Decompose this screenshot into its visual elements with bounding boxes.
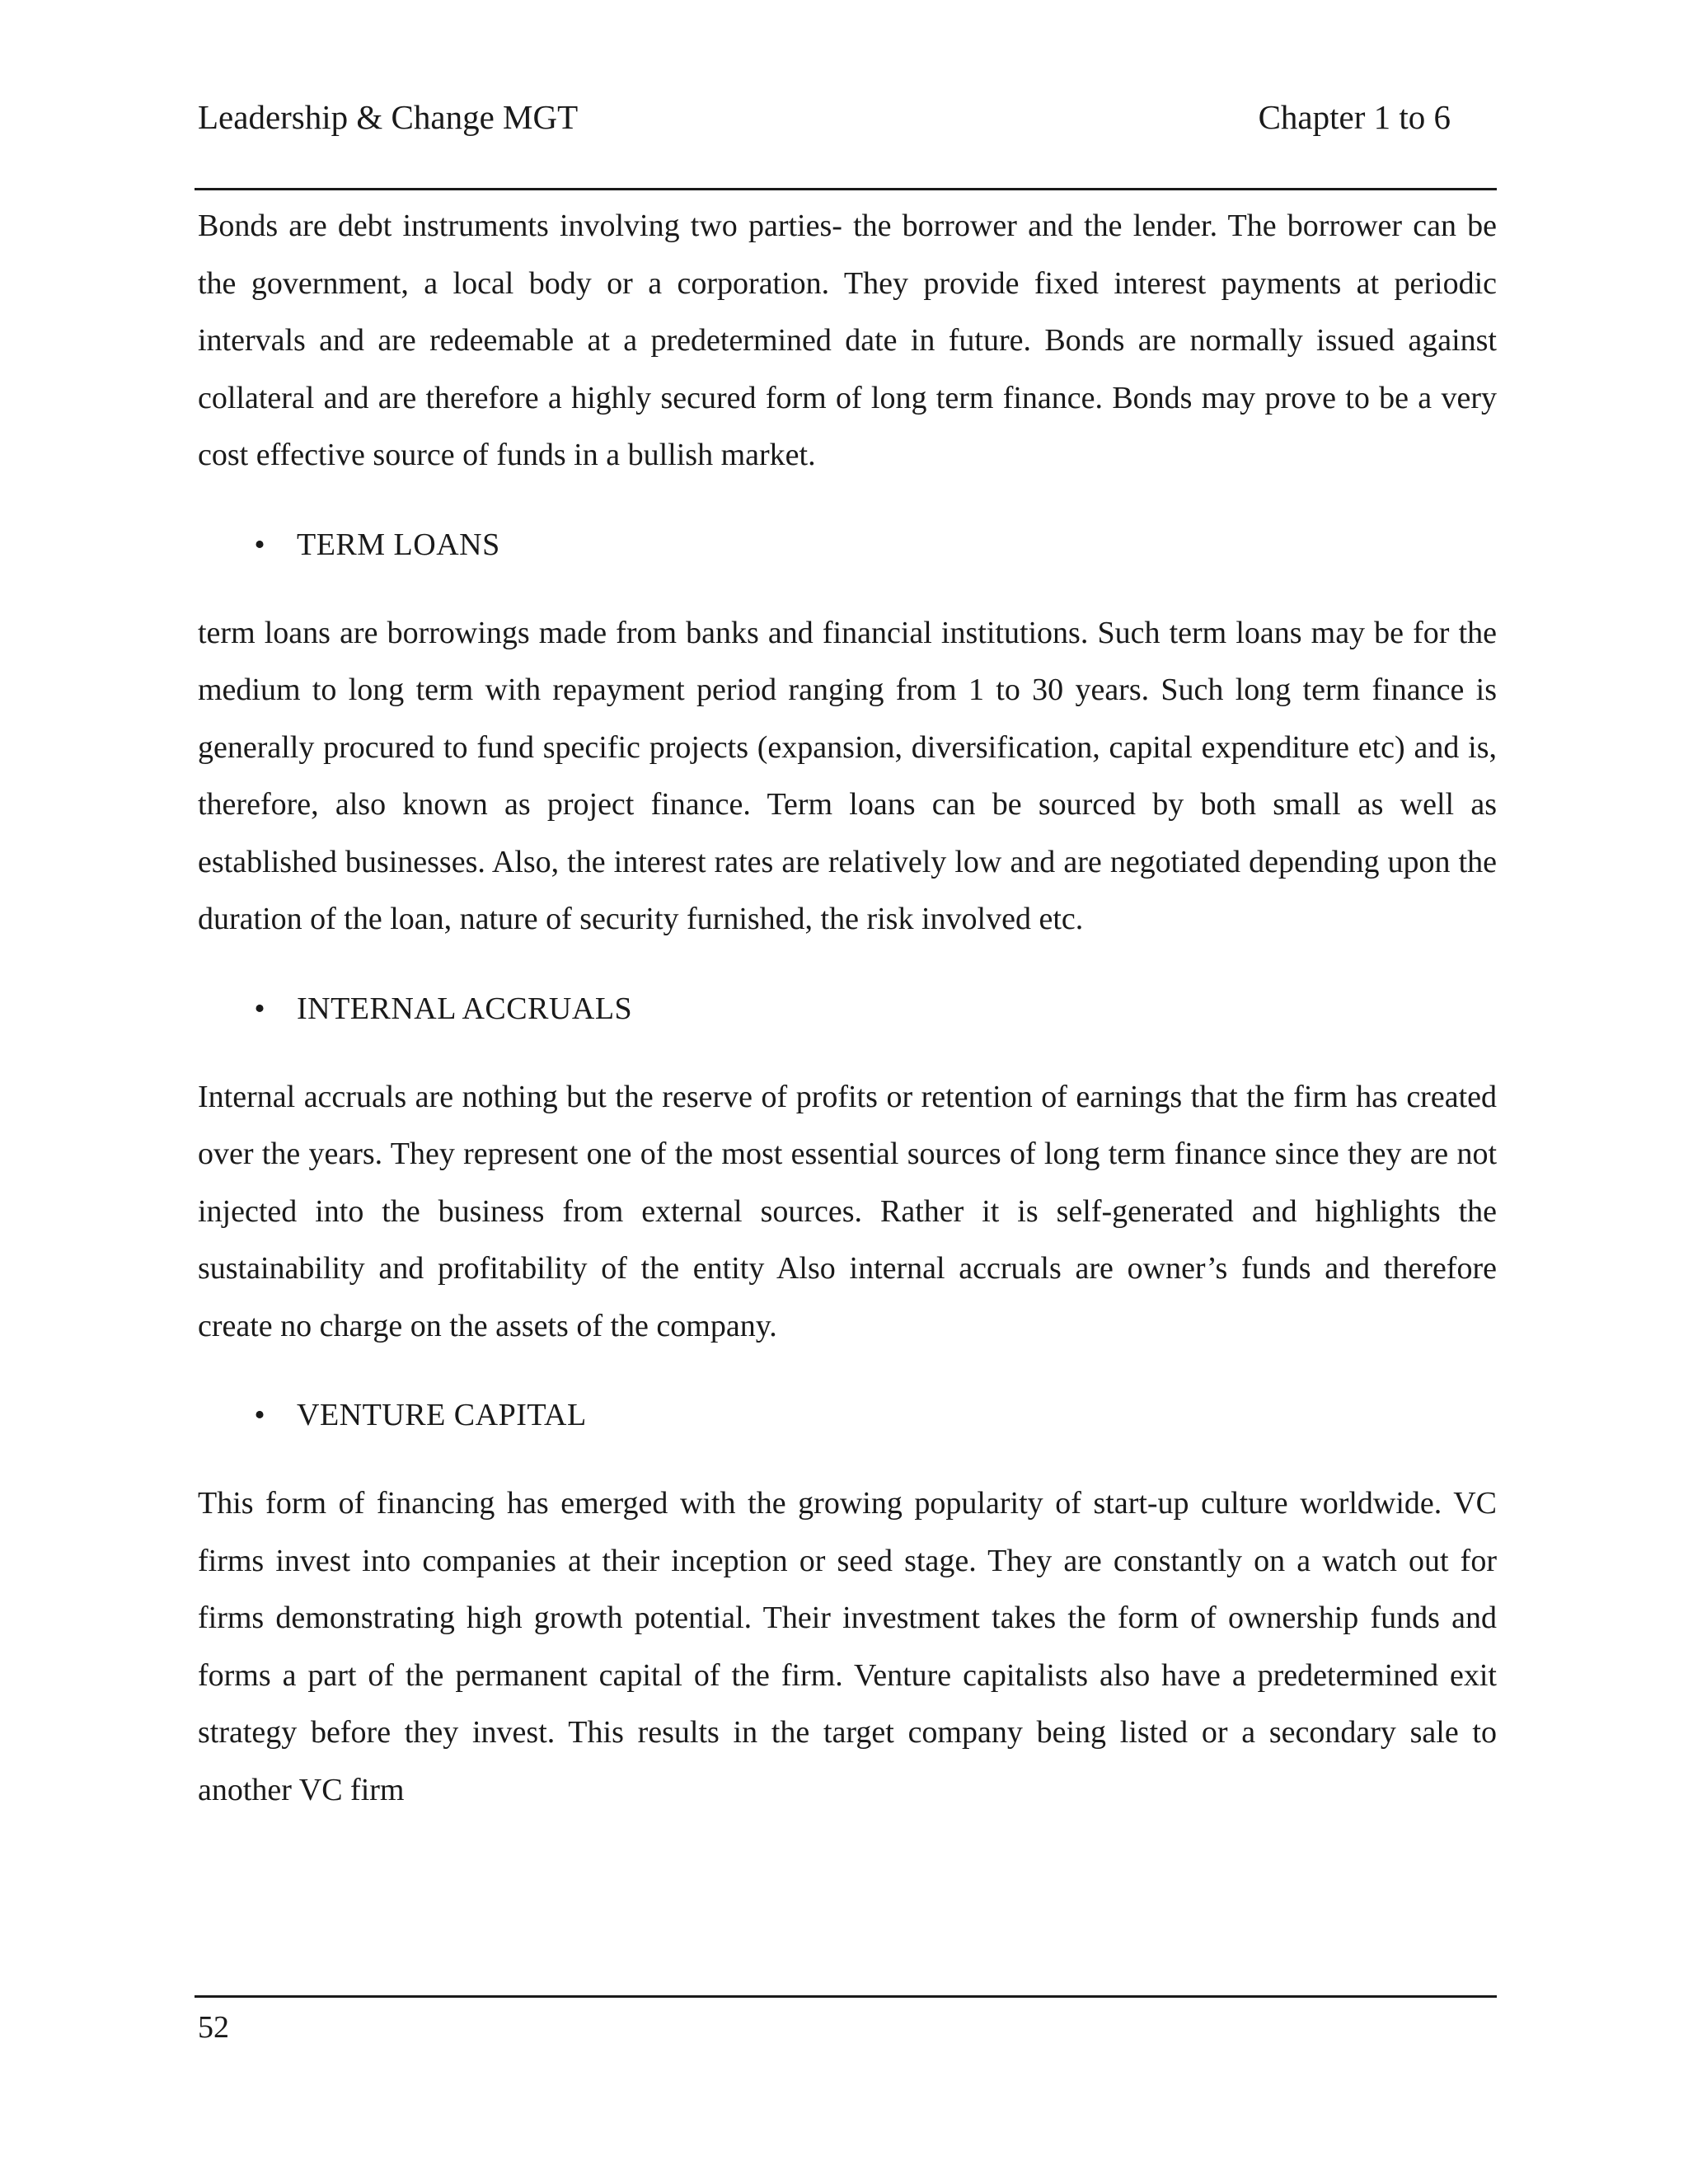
page-number: 52: [198, 2010, 229, 2045]
bullet-icon: •: [254, 527, 265, 562]
venture-capital-paragraph: This form of financing has emerged with the growing popularity of start-up culture worldwide. VC firms invest into companies at their inception or seed stage. They are constantly on a watch out for firms demonstrating high growth potential. Their investment takes the form of ownership funds and forms a part of the permanent capital of the firm. Venture capitalists also have a predetermined exit strategy before they invest. This results in the target company being listed or a secondary sale to another VC firm: [198, 1486, 1497, 1807]
internal-accruals-heading: [198, 980, 1497, 1038]
header-divider: [195, 188, 1497, 190]
header-chapter: Chapter 1 to 6: [1258, 98, 1451, 136]
bullet-icon: •: [254, 991, 265, 1026]
bullet-icon: •: [254, 1398, 265, 1432]
header-title: Leadership & Change MGT: [198, 98, 579, 136]
page-header: [198, 97, 1451, 147]
term-loans-heading: [198, 516, 1497, 574]
internal-accruals-label: INTERNAL ACCRUALS: [297, 991, 633, 1026]
internal-accruals-paragraph: Internal accruals are nothing but the reserve of profits or retention of earnings that the firm has created over the years. They represent one of the most essential sources of long term finance since they are not injected into the business from external sources. Rather it is self-generated and highlights the sustainability and profitability of the entity Also internal accruals are owner’s funds and therefore create no charge on the assets of the company.: [198, 1079, 1497, 1343]
page-body: [198, 198, 1497, 1819]
term-loans-label: TERM LOANS: [297, 527, 500, 562]
term-loans-paragraph: term loans are borrowings made from banks and financial institutions. Such term loans may be for the medium to long term with repayment period ranging from 1 to 30 years. Such long term finance is generally procured to fund specific projects (expansion, diversification, capital expenditure etc) and is, therefore, also known as project finance. Term loans can be sourced by both small as well as established businesses. Also, the interest rates are relatively low and are negotiated depending upon the duration of the loan, nature of security furnished, the risk involved etc.: [198, 615, 1497, 936]
venture-capital-heading: [198, 1386, 1497, 1444]
footer-divider: [195, 1995, 1497, 1998]
bonds-paragraph: Bonds are debt instruments involving two parties- the borrower and the lender. The borrower can be the government, a local body or a corporation. They provide fixed interest payments at periodic intervals and are redeemable at a predetermined date in future. Bonds are normally issued against collateral and are therefore a highly secured form of long term finance. Bonds may prove to be a very cost effective source of funds in a bullish market.: [198, 209, 1497, 472]
venture-capital-label: VENTURE CAPITAL: [297, 1398, 587, 1432]
